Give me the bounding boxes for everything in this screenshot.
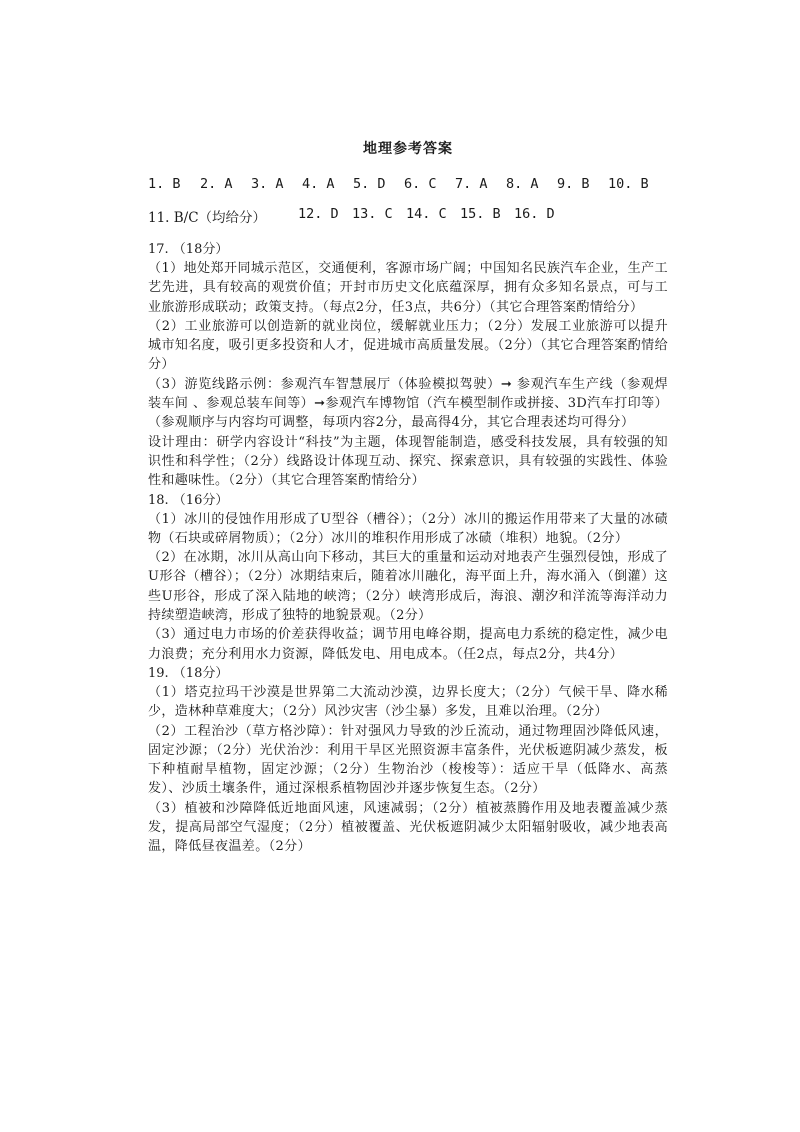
answer-sheet bbox=[148, 138, 668, 857]
mc-answers-row-1 bbox=[148, 176, 668, 192]
question-18 bbox=[148, 491, 668, 664]
question-heading: 18. （16分） bbox=[148, 492, 229, 508]
mc-answer: 10. B bbox=[608, 176, 649, 192]
mc-answer: 14. C bbox=[406, 206, 447, 222]
mc-answer: 7. A bbox=[455, 176, 488, 192]
mc-answer: 4. A bbox=[302, 176, 335, 192]
mc-answer: 1. B bbox=[148, 176, 181, 192]
answer-paragraph: （3）游览线路示例：参观汽车智慧展厅（体验模拟驾驶）➞ 参观汽车生产线（参观焊装车间 、参观总装车间等）➞参观汽车博物馆（汽车模型制作或拼接、3D汽车打印等）（参观顺序与内容均可调整，每项内容2分，最高得4分，其它合理表述均可得分） bbox=[148, 376, 668, 431]
mc-answer: 5. D bbox=[353, 176, 386, 192]
mc-answer: 2. A bbox=[200, 176, 233, 192]
answer-paragraph: （3）植被和沙障降低近地面风速，风速减弱；（2分）植被蒸腾作用及地表覆盖减少蒸发，提高局部空气湿度；（2分）植被覆盖、光伏板遮阴减少太阳辐射吸收，减少地表高温，降低昼夜温差。（2分） bbox=[148, 800, 668, 855]
mc-answer: 8. A bbox=[506, 176, 539, 192]
answer-paragraph: （1）冰川的侵蚀作用形成了U型谷（槽谷）；（2分）冰川的搬运作用带来了大量的冰碛物（石块或碎屑物质）；（2分）冰川的堆积作用形成了冰碛（堆积）地貌。（2分） bbox=[148, 511, 668, 546]
question-19 bbox=[148, 664, 668, 857]
mc-answer: 3. A bbox=[251, 176, 284, 192]
page-title: 地理参考答案 bbox=[363, 141, 453, 157]
mc-answers-row-2 bbox=[148, 206, 668, 226]
answer-paragraph: （2）工程治沙（草方格沙障）：针对强风力导致的沙丘流动，通过物理固沙降低风速，固定沙源；（2分）光伏治沙：利用干旱区光照资源丰富条件，光伏板遮阴减少蒸发，板下种植耐旱植物，固定沙源；（2分）生物治沙（梭梭等）：适应干旱（低降水、高蒸发）、沙质土壤条件，通过深根系植物固沙并逐步恢复生态。（2分） bbox=[148, 723, 668, 797]
mc-answer: 11. B/C（均给分） bbox=[148, 210, 267, 226]
answer-paragraph: （1）地处郑开同城示范区，交通便利，客源市场广阔；中国知名民族汽车企业，生产工艺先进，具有较高的观赏价值；开封市历史文化底蕴深厚，拥有众多知名景点，可与工业旅游形成联动；政策支持。（每点2分，任3点，共6分）（其它合理答案酌情给分） bbox=[148, 261, 668, 315]
answer-paragraph: （2）在冰期，冰川从高山向下移动，其巨大的重量和运动对地表产生强烈侵蚀，形成了U形谷（槽谷）；（2分）冰期结束后，随着冰川融化，海平面上升，海水涌入（倒灌）这些U形谷，形成了深入陆地的峡湾；（2分）峡湾形成后，海浪、潮汐和洋流等海洋动力持续塑造峡湾，形成了独特的地貌景观。（2分） bbox=[148, 550, 668, 624]
answer-paragraph: （3）通过电力市场的价差获得收益；调节用电峰谷期，提高电力系统的稳定性，减少电力浪费；充分利用水力资源，降低发电、用电成本。（任2点，每点2分，共4分） bbox=[148, 627, 668, 662]
question-17 bbox=[148, 240, 668, 491]
question-heading: 17. （18分） bbox=[148, 242, 229, 257]
answer-paragraph: 设计理由：研学内容设计“科技”为主题，体现智能制造，感受科技发展，具有较强的知识性和科学性；（2分）线路设计体现互动、探究、探索意识，具有较强的实践性、体验性和趣味性。（2分）（其它合理答案酌情给分） bbox=[148, 434, 668, 489]
mc-answer: 9. B bbox=[557, 176, 590, 192]
mc-answer: 12. D bbox=[298, 206, 339, 222]
mc-answer: 13. C bbox=[352, 206, 393, 222]
answer-paragraph: （1）塔克拉玛干沙漠是世界第二大流动沙漠，边界长度大；（2分）气候干旱、降水稀少，造林种草难度大；（2分）风沙灾害（沙尘暴）多发，且难以治理。（2分） bbox=[148, 684, 668, 720]
answer-paragraph: （2）工业旅游可以创造新的就业岗位，缓解就业压力；（2分）发展工业旅游可以提升城市知名度，吸引更多投资和人才，促进城市高质量发展。（2分）（其它合理答案酌情给分） bbox=[148, 318, 668, 373]
mc-answer: 16. D bbox=[514, 206, 555, 222]
mc-answer: 15. B bbox=[460, 206, 501, 222]
mc-answer: 6. C bbox=[404, 176, 437, 192]
question-heading: 19. （18分） bbox=[148, 665, 229, 681]
